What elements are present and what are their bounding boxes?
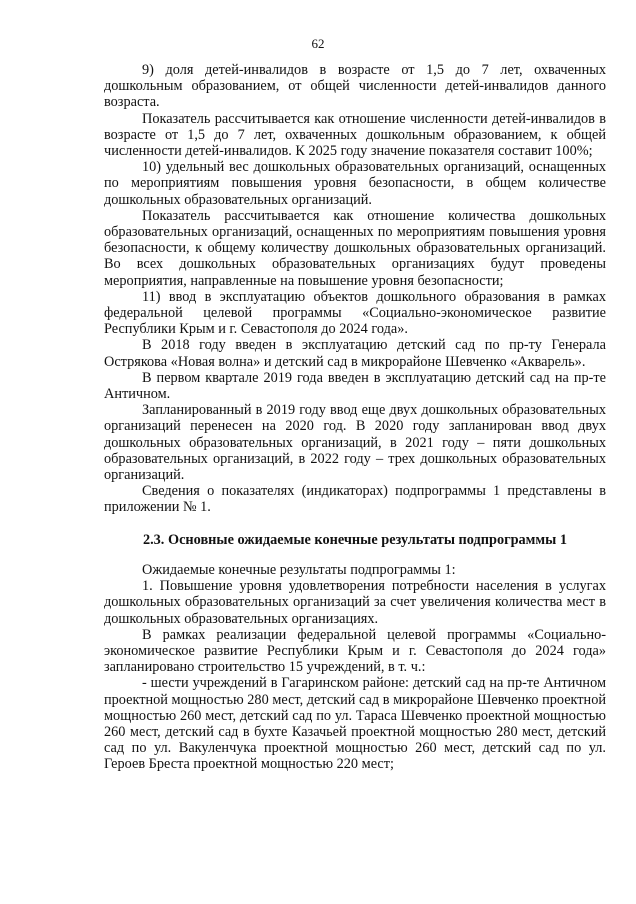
- page-number: 62: [311, 36, 325, 51]
- list-item-gagarinsky-district: - шести учреждений в Гагаринском районе: детский сад на пр-те Античном проектной мощностью 280 мест, детский сад в микрорайоне Шевченко проектной мощностью 260 мест, детский сад по ул. Тараса Шевченко проектной мощностью 260 мест, детский сад в бухте Казачьей проектной мощностью 280 мест, детский сад по ул. Вакуленчука проектной мощностью 260 мест, детский сад по ул. Героев Бреста проектной мощностью 220 мест;: [104, 675, 606, 773]
- section-heading: 2.3. Основные ожидаемые конечные результаты подпрограммы 1: [142, 531, 568, 548]
- paragraph-expected-result-1: 1. Повышение уровня удовлетворения потребности населения в услугах дошкольных образовательных организаций за счет увеличения количества мест в дошкольных образовательных организациях.: [104, 578, 606, 627]
- paragraph-2019-commissioning: В первом квартале 2019 года введен в эксплуатацию детский сад на пр-те Античном.: [104, 369, 606, 403]
- paragraph-planned-commissioning: Запланированный в 2019 году ввод еще двух дошкольных образовательных организаций перенесен на 2020 год. В 2020 году запланирован ввод двух дошкольных образовательных организаций, в 2021 году – пяти дошкольных образовательных организаций, в 2022 году – трех дошкольных образовательных организаций.: [104, 402, 606, 484]
- paragraph-indicator-10: 10) удельный вес дошкольных образовательных организаций, оснащенных по мероприятиям повышения уровня безопасности, в общем количестве дошкольных образовательных организаций.: [104, 159, 606, 208]
- paragraph-indicator-9-calculation: Показатель рассчитывается как отношение численности детей-инвалидов в возрасте от 1,5 до 7 лет, охваченных дошкольным образованием, к общей численности детей-инвалидов. К 2025 году значение показателя составит 100%;: [104, 110, 606, 160]
- paragraph-indicator-9: 9) доля детей-инвалидов в возрасте от 1,5 до 7 лет, охваченных дошкольным образованием, от общей численности детей-инвалидов данного возраста.: [104, 62, 606, 111]
- paragraph-indicators-appendix: Сведения о показателях (индикаторах) подпрограммы 1 представлены в приложении № 1.: [104, 483, 606, 516]
- paragraph-indicator-11: 11) ввод в эксплуатацию объектов дошкольного образования в рамках федеральной целевой программы «Социально-экономическое развитие Республики Крым и г. Севастополя до 2024 года».: [104, 288, 606, 338]
- paragraph-federal-program: В рамках реализации федеральной целевой программы «Социально-экономическое развитие Республики Крым и г. Севастополя до 2024 года» запланировано строительство 15 учреждений, в т. ч.:: [104, 626, 606, 676]
- document-body: [104, 62, 606, 773]
- paragraph-expected-results-intro: Ожидаемые конечные результаты подпрограммы 1:: [142, 561, 456, 578]
- paragraph-2018-commissioning: В 2018 году введен в эксплуатацию детский сад по пр-ту Генерала Острякова «Новая волна» и детский сад в микрорайоне Шевченко «Акварель».: [104, 337, 606, 370]
- paragraph-indicator-10-calculation: Показатель рассчитывается как отношение количества дошкольных образовательных организаций, оснащенных по мероприятиям повышения уровня безопасности, к общему количеству дошкольных образовательных организаций. Во всех дошкольных образовательных организациях будут проведены мероприятия, направленные на повышение уровня безопасности;: [104, 207, 606, 289]
